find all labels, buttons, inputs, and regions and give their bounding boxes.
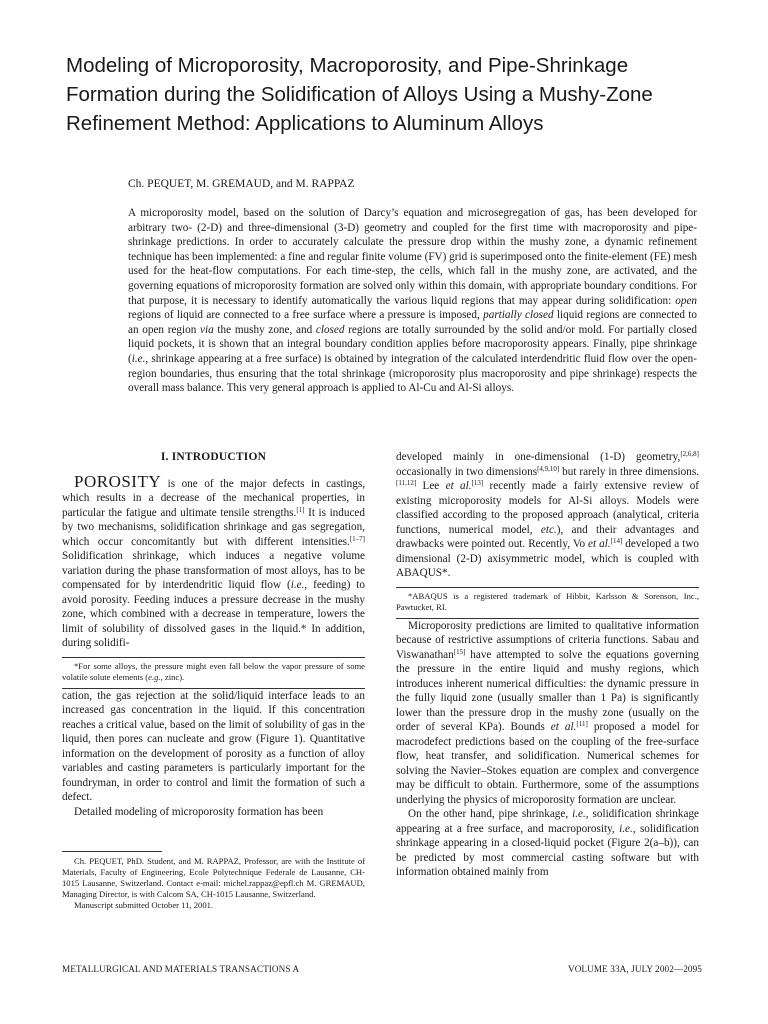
left-column bbox=[62, 450, 365, 911]
right-column bbox=[396, 450, 699, 880]
volume-page-number: VOLUME 33A, JULY 2002—2095 bbox=[567, 964, 702, 974]
citation: [1–7] bbox=[349, 534, 365, 543]
intro-paragraph-1: POROSITY is one of the major defects in castings, which results in a decrease of the mechanical properties, in particular the fatigue and ultimate tensile strengths.[1] It is induced by two mechanisms, solidification shrinkage and gas segregation, which occur concomitantly but with different intensities.[1–7] Solidification shrinkage, which induces a negative volume variation during the phase transformation of most alloys, has to be compensated for by interdendritic liquid flow (i.e., feeding) to avoid porosity. Feeding induces a pressure decrease in the mushy zone, which combined with a decrease in temperature, lowers the limit of solubility of dissolved gases in the liquid.* In addition, during solidifi- bbox=[62, 471, 365, 649]
footnote-abaqus-trademark: *ABAQUS is a registered trademark of Hibbit, Karlsson & Sorenson, Inc., Pawtucket, RI. bbox=[396, 587, 699, 619]
citation: [14] bbox=[610, 537, 623, 545]
paper-title: Modeling of Microporosity, Macroporosity, and Pipe-Shrinkage Formation during the Solidification of Alloys Using a Mushy-Zone Refinement Method: Applications to Aluminum Alloys bbox=[66, 54, 653, 135]
abstract: A microporosity model, based on the solution of Darcy’s equation and microsegregation of gas, has been developed for arbitrary two- (2-D) and three-dimensional (3-D) geometry and coupled for the first time with macroporosity and pipe-shrinkage predictions. In order to accurately calculate the pressure drop within the mushy zone, a dynamic refinement technique has been implemented: a fine and regular finite volume (FV) grid is superimposed onto the finite-element (FE) mesh used for the heat-flow computations. For each time-step, the cells, which fall in the mushy zone, are activated, and the governing equations of microporosity formation are solved only within this domain, with appropriate boundary conditions. For that purpose, it is necessary to identify automatically the various liquid regions that may appear during solidification: open regions of liquid are connected to a free surface where a pressure is imposed, partially closed liquid regions are connected to an open region via the mushy zone, and closed regions are totally surrounded by the solid and/or mold. For partially closed liquid pockets, it is shown that an integral boundary condition applies before macroporosity appears. Finally, pipe shrinkage (i.e., shrinkage appearing at a free surface) is obtained by integration of the calculated interdendritic fluid flow over the open-region boundaries, thus ensuring that the total shrinkage (microporosity plus macroporosity and pipe shrinkage) respects the overall mass balance. This very general approach is applied to Al-Cu and Al-Si alloys. bbox=[128, 207, 697, 395]
author-affiliations: Ch. PEQUET, PhD. Student, and M. RAPPAZ, Professor, are with the Institute of Materials, Faculty of Engineering, Ecole Polytechnique Federale de Lausanne, CH-1015 Lausanne, Switzerland. Contact e-mail: michel.rappaz@epfl.ch M. GREMAUD, Managing Director, is with Calcom SA, CH-1015 Lausanne, Switzerland. bbox=[62, 856, 365, 899]
dropcap-word: POROSITY bbox=[74, 471, 162, 491]
intro-paragraph-2-continued: developed mainly in one-dimensional (1-D) geometry,[2,6,8] occasionally in two dimensions[4,9,10] but rarely in three dimensions.[11,12] Lee et al.[13] recently made a fairly extensive review of existing microporosity models for Al-Si alloys. Models were classified according to the proposed approach (analytical, criteria functions, numerical model, etc.), and their advantages and drawbacks were pointed out. Recently, Vo et al.[14] developed a two dimensional (2-D) axisymmetric model, which is coupled with ABAQUS*. bbox=[396, 450, 700, 579]
citation: [2,6,8] bbox=[680, 450, 699, 458]
citation: [13] bbox=[471, 479, 484, 487]
citation: [11] bbox=[576, 720, 588, 728]
citation: [1] bbox=[296, 505, 305, 514]
manuscript-submitted-date: Manuscript submitted October 11, 2001. bbox=[74, 900, 214, 910]
citation: [4,9,10] bbox=[537, 464, 560, 473]
citation: [11,12] bbox=[396, 479, 417, 487]
intro-paragraph-1-continued: cation, the gas rejection at the solid/liquid interface leads to an increased gas concentration in the liquid. If this concentration reaches a critical value, based on the limit of solubility of gas in the liquid, then pores can nucleate and grow (Figure 1). Quantitative information on the development of porosity as a function of alloy variables and casting parameters is particularly important for the foundryman, in order to control and limit the formation of such a defect. bbox=[62, 689, 365, 803]
intro-paragraph-4: On the other hand, pipe shrinkage, i.e., solidification shrinkage appearing at a free surface, and macroporosity, i.e., solidification shrinkage appearing in a closed-liquid pocket (Figure 2(a–b)), can be predicted by most commercial casting software but with information obtained mainly from bbox=[396, 808, 699, 878]
author-list: Ch. PEQUET, M. GREMAUD, and M. RAPPAZ bbox=[128, 178, 355, 190]
section-heading-introduction: I. INTRODUCTION bbox=[160, 451, 267, 463]
citation: [15] bbox=[453, 647, 466, 656]
journal-name: METALLURGICAL AND MATERIALS TRANSACTIONS A bbox=[62, 964, 300, 974]
intro-paragraph-3: Microporosity predictions are limited to qualitative information because of restrictive assumptions of criteria functions. Sabau and Viswanathan[15] have attempted to solve the equations governing the pressure in the entire liquid and mushy regions, which introduces inherent numerical difficulties: the dynamic pressure in the fully liquid zone (usually smaller than 1 Pa) is significantly lower than the pressure drop in the mushy zone (usually on the order of several KPa). Bounds et al.[11] proposed a model for macrodefect predictions based on the coupling of the free-surface flow, heat transfer, and solidification. Numerical schemes for solving the Navier–Stokes equation are complex and convergence may be difficult to obtain. Furthermore, some of the assumptions underlying the physics of microporosity formation are unclear. bbox=[396, 619, 699, 806]
footnote-divider bbox=[62, 851, 162, 852]
intro-paragraph-2: Detailed modeling of microporosity formation has been bbox=[74, 805, 324, 818]
footnote-vapor-pressure: *For some alloys, the pressure might even fall below the vapor pressure of some volatile solute elements (e.g., zinc). bbox=[62, 657, 365, 689]
